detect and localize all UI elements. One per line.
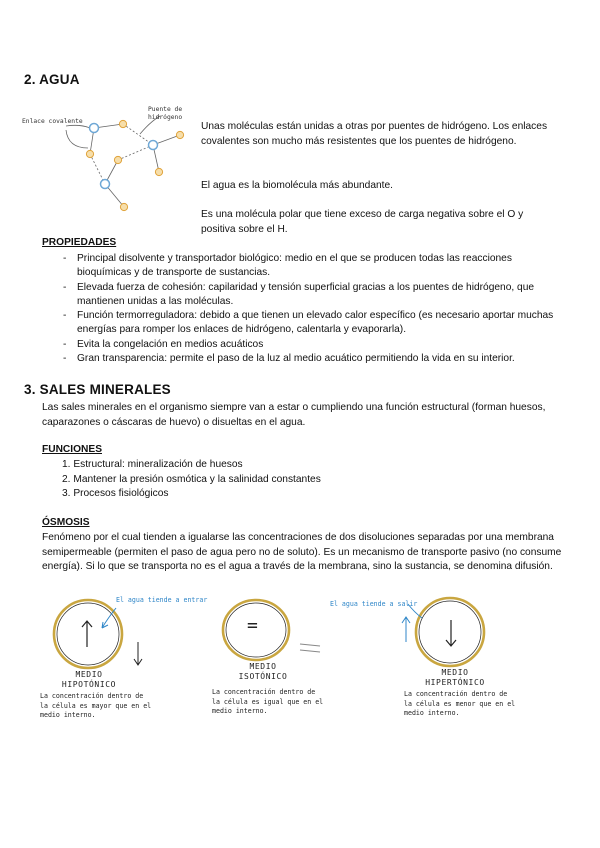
oxygen-atoms — [90, 124, 158, 189]
sales-intro: Las sales minerales en el organismo siempre van a estar o cumpliendo una función estructural (forman huesos, caparazones o cáscaras de huevo) o disueltas en el agua. — [42, 402, 546, 428]
propiedades-title: PROPIEDADES — [42, 237, 117, 248]
osmosis-text: Fenómeno por el cual tienden a igualarse las concentraciones de dos disoluciones separadas por una membrana semipermeable (permiten el paso de agua pero no de soluto). Es un mecanismo de transporte pasivo (no consume energía). Si lo que se transporta no es el agua a través de la membrana, sino la sustancia, se denomina difusión. — [42, 532, 562, 573]
water-exits-note: El agua tiende a salir — [330, 600, 418, 608]
hypertonic-cell — [402, 598, 484, 666]
isotonic-label — [218, 662, 308, 682]
osmosis-title: ÓSMOSIS — [42, 517, 90, 528]
water-hydrogen-bond-diagram — [22, 104, 202, 216]
section-title-sales-minerales: 3. SALES MINERALES — [24, 382, 171, 397]
agua-intro-2: El agua es la biomolécula más abundante. — [201, 180, 393, 191]
funciones-list — [62, 458, 321, 502]
list-item: 1. Estructural: mineralización de huesos — [62, 459, 243, 470]
hypertonic-label-line1: MEDIO — [441, 668, 469, 677]
section-title-agua: 2. AGUA — [24, 72, 80, 87]
isotonic-label-line1: MEDIO — [249, 662, 277, 671]
puente-hidrogeno-label — [148, 106, 182, 121]
hypotonic-note: La concentración dentro de la célula es mayor que en el medio interno. — [40, 692, 152, 719]
agua-intro-3: Es una molécula polar que tiene exceso de carga negativa sobre el O y positiva sobre el H. — [201, 209, 524, 235]
osmosis-figure — [30, 592, 570, 752]
propiedades-list — [59, 252, 561, 366]
hypertonic-note: La concentración dentro de la célula es menor que en el medio interno. — [404, 690, 516, 717]
hypotonic-label — [44, 670, 134, 690]
hydrogen-atoms — [86, 120, 183, 210]
isotonic-label-line2: ISOTÓNICO — [238, 672, 288, 681]
list-item: 3. Procesos fisiológicos — [62, 488, 169, 500]
list-item: - Gran transparencia: permite el paso de la luz al medio acuático permitiendo la vida en su interior. — [59, 352, 561, 366]
hypertonic-label — [410, 668, 500, 688]
enlace-covalente-label: Enlace covalente — [22, 118, 83, 125]
funciones-title: FUNCIONES — [42, 444, 102, 455]
isotonic-cell — [223, 600, 320, 660]
list-item: - Función termorreguladora: debido a que tienen un elevado calor específico (es necesario aportar muchas energías para romper los enlaces de hidrógeno, calentarla y evaporarla). — [59, 309, 561, 338]
puente-label-line1: Puente de — [148, 106, 183, 113]
hypertonic-label-line2: HIPERTÓNICO — [425, 678, 485, 687]
puente-label-line2: hidrógeno — [148, 113, 183, 121]
hypotonic-label-line2: HIPOTÓNICO — [61, 680, 117, 689]
list-item: - Principal disolvente y transportador biológico: medio en el que se producen todas las reacciones bioquímicas y de transporte de sustancias. — [59, 252, 561, 281]
list-item: 2. Mantener la presión osmótica y la salinidad constantes — [62, 473, 321, 485]
isotonic-note: La concentración dentro de la célula es igual que en el medio interno. — [212, 688, 324, 715]
list-item: - Elevada fuerza de cohesión: capilaridad y tensión superficial gracias a los puentes de hidrógeno, que mantienen unidas a las moléculas. — [59, 281, 561, 310]
water-enters-note: El agua tiende a entrar — [116, 596, 208, 604]
hypotonic-label-line1: MEDIO — [75, 670, 103, 679]
agua-intro-1: Unas moléculas están unidas a otras por puentes de hidrógeno. Los enlaces covalentes son mucho más resistentes que los puentes de hidrógeno. — [201, 121, 548, 147]
list-item: - Evita la congelación en medios acuáticos — [59, 338, 561, 352]
isotonic-equal-sign: = — [247, 615, 258, 636]
hypotonic-cell — [54, 600, 142, 668]
